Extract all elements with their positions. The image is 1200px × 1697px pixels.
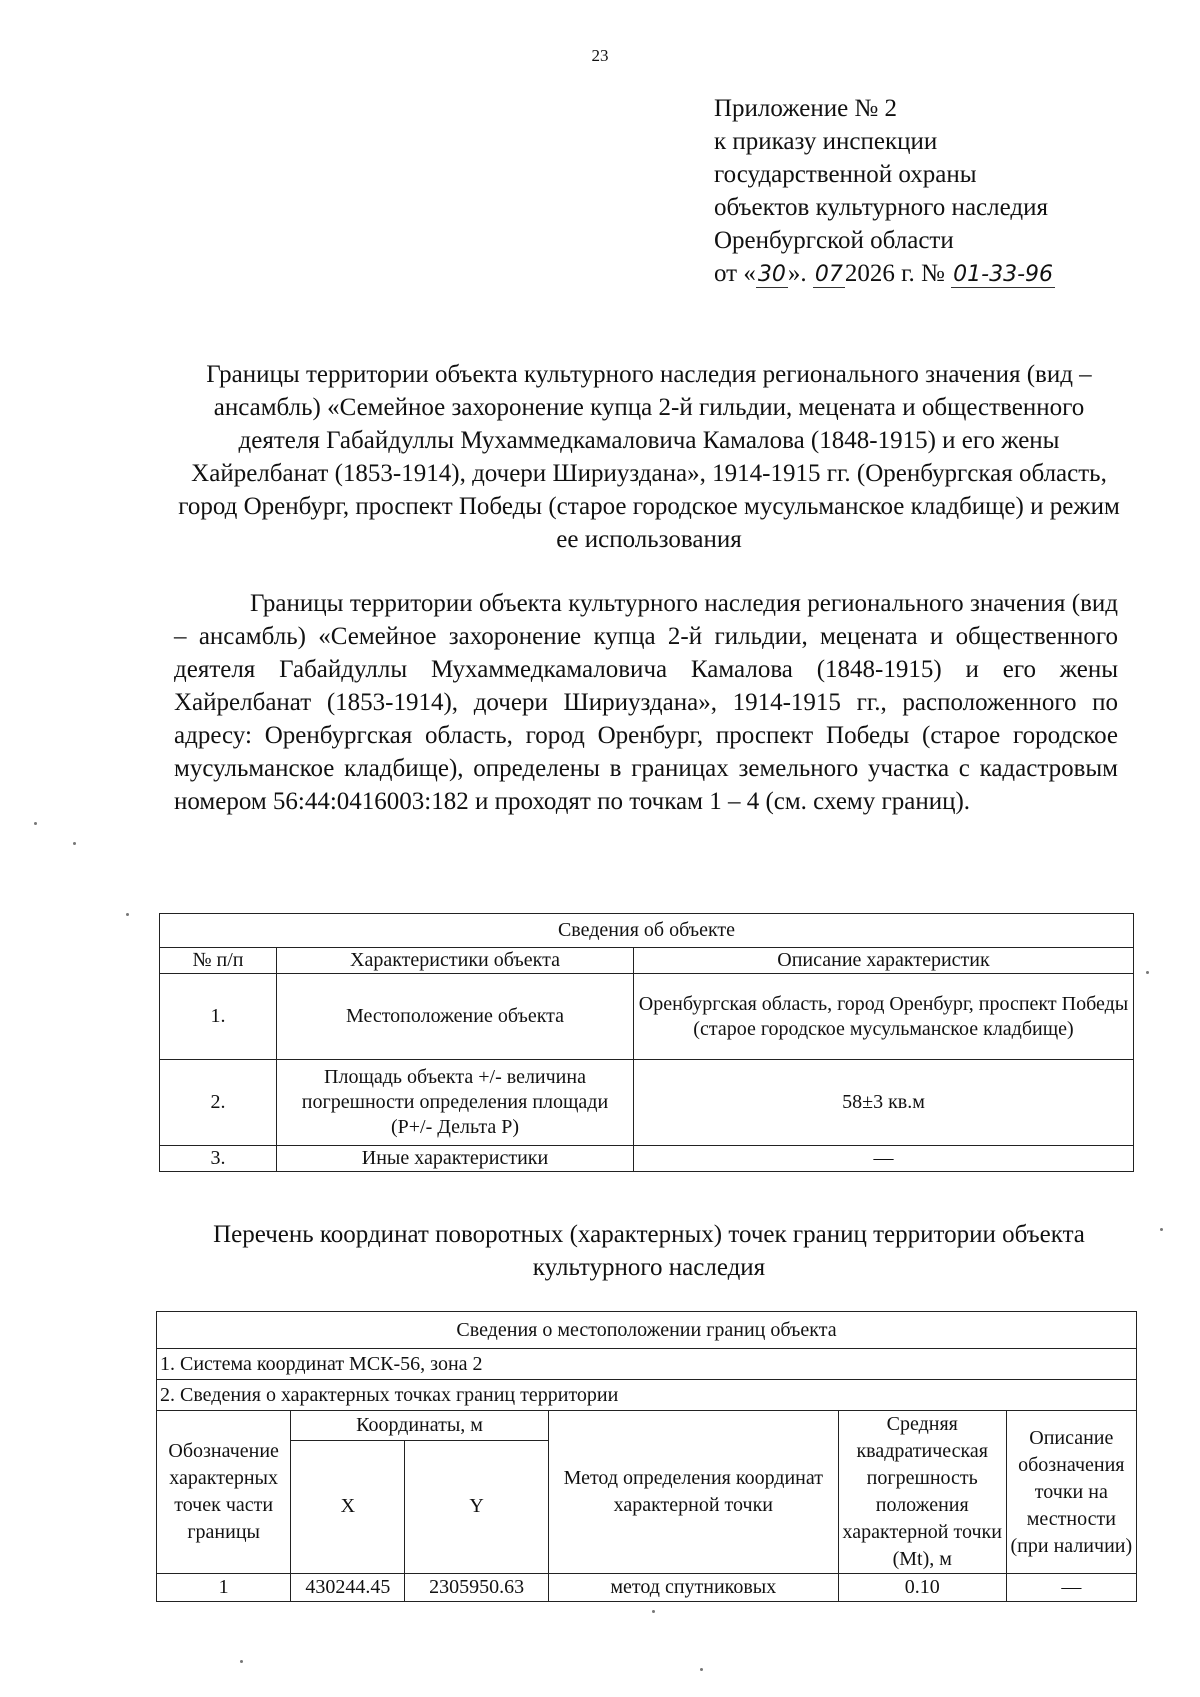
scan-speck [240,1660,243,1663]
row-characteristic: Площадь объекта +/- величина погрешности определения площади (Р+/- Дельта Р) [277,1060,634,1146]
table-row [160,974,1134,1060]
coordinate-system-row: 1. Система координат МСК-56, зона 2 [157,1349,1137,1380]
points-caption-row: 2. Сведения о характерных точках границ территории [157,1380,1137,1411]
scan-speck [1146,971,1149,974]
scan-speck [652,1610,655,1613]
table-row [160,1146,1134,1172]
point-error: 0.10 [838,1574,1006,1602]
scan-speck [700,1668,703,1671]
table-caption: Сведения об объекте [160,914,1134,948]
row-number: 1. [160,974,277,1060]
header-x: X [291,1440,405,1573]
header-description: Описание обозначения точки на местности (при наличии) [1006,1411,1136,1574]
table-row [157,1574,1137,1602]
row-characteristic: Местоположение объекта [277,974,634,1060]
table-caption: Сведения о местоположении границ объекта [157,1312,1137,1349]
point-method: метод спутниковых [548,1574,838,1602]
scan-speck [126,913,129,916]
date-month-handwritten: 07 [814,262,843,287]
header-designation: Обозначение характерных точек части границы [157,1411,291,1574]
row-description: Оренбургская область, город Оренбург, проспект Победы (старое городское мусульманское кладбище) [634,974,1134,1060]
row-number: 2. [160,1060,277,1146]
point-description: — [1006,1574,1136,1602]
scan-speck [73,842,76,845]
row-number: 3. [160,1146,277,1172]
appendix-line: Оренбургской области [714,227,954,254]
object-info-table [159,913,1134,1172]
scan-speck [34,822,37,825]
coordinates-section-title: Перечень координат поворотных (характерных) точек границ территории объекта культурного наследия [213,1221,1085,1281]
appendix-header [714,92,1055,290]
date-year: 2026 г. № [844,260,945,287]
table-row [160,1060,1134,1146]
document-title: Границы территории объекта культурного наследия регионального значения (вид – ансамбль) «Семейное захоронение купца 2-й гильдии, мецената и общественного деятеля Габайдуллы Мухаммедкамаловича Камалова (1848-1915) и его жены Хайрелбанат (1853-1914), дочери Шириуздана», 1914-1915 гг. (Оренбургская область, город Оренбург, проспект Победы (старое городское мусульманское кладбище) и режим ее использования [178,361,1120,553]
appendix-line: к приказу инспекции [714,128,938,155]
header-coordinates: Координаты, м [291,1411,548,1441]
point-x: 430244.45 [291,1574,405,1602]
date-prefix: от « [714,260,756,287]
appendix-line: объектов культурного наследия [714,194,1048,221]
date-mid: ». [787,260,813,287]
point-number: 1 [157,1574,291,1602]
scan-speck [1160,1228,1163,1231]
date-day-handwritten: 30 [757,262,786,287]
header-error: Средняя квадратическая погрешность положения характерной точки (Мt), м [838,1411,1006,1574]
column-header: Характеристики объекта [277,948,634,974]
header-y: Y [405,1440,548,1573]
column-header: Описание характеристик [634,948,1134,974]
row-description: — [634,1146,1134,1172]
order-number-handwritten: 01-33-96 [953,262,1054,287]
appendix-line: государственной охраны [714,161,977,188]
appendix-date-line [714,257,1055,290]
header-method: Метод определения координат характерной точки [548,1411,838,1574]
row-description: 58±3 кв.м [634,1060,1134,1146]
point-y: 2305950.63 [405,1574,548,1602]
coordinates-table [156,1311,1137,1602]
appendix-line: Приложение № 2 [714,95,898,122]
column-header: № п/п [160,948,277,974]
body-paragraph: Границы территории объекта культурного наследия регионального значения (вид – ансамбль) «Семейное захоронение купца 2-й гильдии, мецената и общественного деятеля Габайдуллы Мухаммедкамаловича Камалова (1848-1915) и его жены Хайрелбанат (1853-1914), дочери Шириуздана», 1914-1915 гг., расположенного по адресу: Оренбургская область, город Оренбург, проспект Победы (старое городское мусульманское кладбище), определены в границах земельного участка с кадастровым номером 56:44:0416003:182 и проходят по точкам 1 – 4 (см. схему границ). [174,590,1118,815]
row-characteristic: Иные характеристики [277,1146,634,1172]
page-number: 23 [591,46,609,65]
